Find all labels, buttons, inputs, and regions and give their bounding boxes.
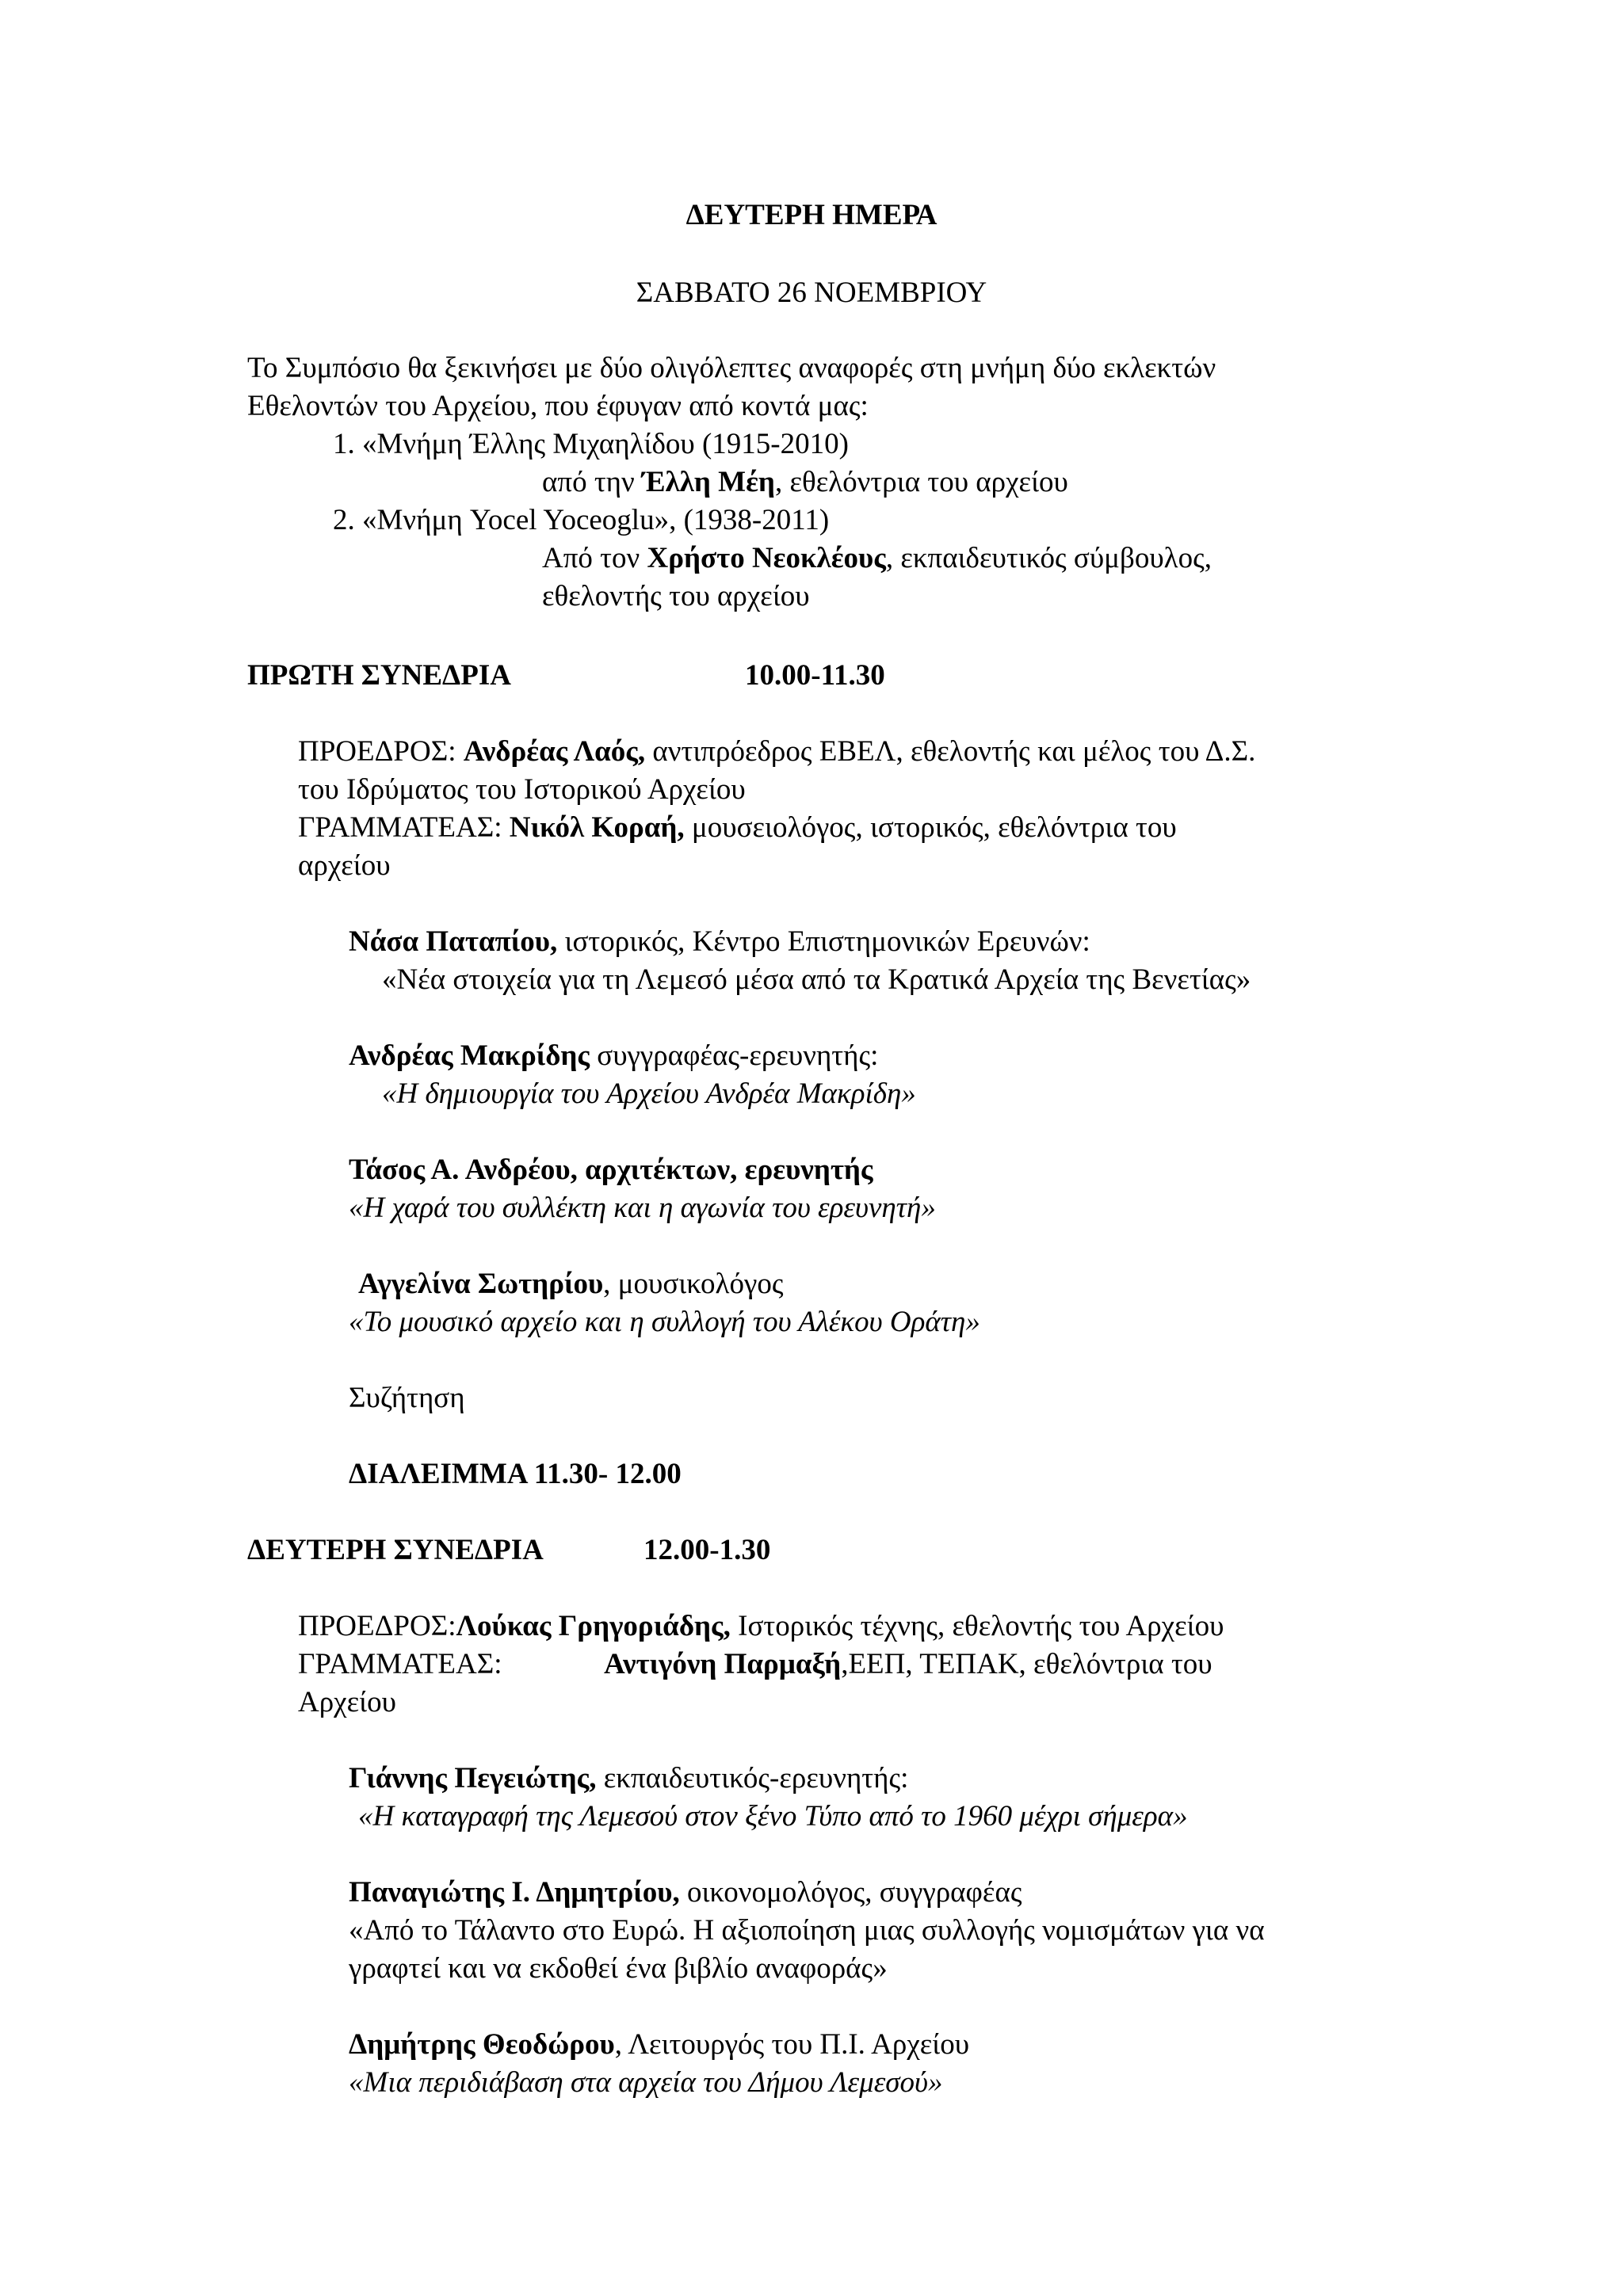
secretary-name: Νικόλ Κοραή,	[509, 811, 685, 844]
secretary-name: Αντιγόνη Παρμαξή	[604, 1648, 842, 1680]
talk-speaker	[349, 1151, 873, 1189]
chair-label: ΠΡΟΕΔΡΟΣ:	[298, 1610, 456, 1642]
chair-label: ΠΡΟΕΔΡΟΣ:	[298, 735, 464, 768]
memorial-item-2: 2. «Μνήμη Yocel Yoceoglu», (1938-2011)	[333, 504, 830, 536]
date-line: ΣΑΒΒΑΤΟ 26 ΝΟΕΜΒΡΙΟΥ	[636, 277, 987, 309]
speaker-name: Χρήστο Νεοκλέους	[647, 542, 886, 574]
chair-desc: Ιστορικός τέχνης, εθελοντής του Αρχείου	[730, 1610, 1224, 1642]
speaker-role: , εκπαιδευτικός σύμβουλος,	[885, 542, 1212, 574]
intro-line-2: Εθελοντών του Αρχείου, που έφυγαν από κοντά μας:	[247, 390, 869, 422]
secretary-label: ΓΡΑΜΜΑΤΕΑΣ:	[298, 811, 510, 844]
talk-title-line2: γραφτεί και να εκδοθεί ένα βιβλίο αναφοράς»	[349, 1952, 888, 1985]
talk-title: «Η δημιουργία του Αρχείου Ανδρέα Μακρίδη»	[382, 1077, 916, 1110]
session-2-chair	[298, 1608, 1224, 1646]
session-2-time: 12.00-1.30	[643, 1534, 771, 1566]
talk-speaker	[358, 1265, 784, 1303]
talk-speaker	[349, 923, 1090, 961]
talk-speaker-role: οικονομολόγος, συγγραφέας	[679, 1876, 1022, 1909]
speaker-name: Έλλη Μέη	[642, 466, 775, 498]
discussion-label: Συζήτηση	[349, 1382, 465, 1414]
secretary-desc: μουσειολόγος, ιστορικός, εθελόντρια του	[684, 811, 1177, 844]
session-1-time: 10.00-11.30	[745, 659, 885, 692]
chair-desc: αντιπρόεδρος ΕΒΕΛ, εθελοντής και μέλος του Δ.Σ.	[645, 735, 1256, 768]
speaker-prefix: από την	[542, 466, 643, 498]
session-2-secretary-line2: Αρχείου	[298, 1686, 396, 1718]
memorial-item-1: 1. «Μνήμη Έλλης Μιχαηλίδου (1915-2010)	[333, 428, 849, 460]
talk-speaker	[349, 1037, 878, 1075]
talk-speaker	[349, 1874, 1022, 1912]
talk-speaker-name: Αγγελίνα Σωτηρίου	[358, 1268, 604, 1300]
talk-speaker-name: Ανδρέας Μακρίδης	[349, 1039, 590, 1072]
memorial-item-2-speaker	[542, 540, 1212, 578]
talk-title: «Μια περιδιάβαση στα αρχεία του Δήμου Λεμεσού»	[349, 2066, 943, 2099]
talk-speaker-name: Νάσα Παταπίου,	[349, 925, 558, 958]
secretary-desc: ,ΕΕΠ, ΤΕΠΑΚ, εθελόντρια του	[841, 1648, 1212, 1680]
secretary-label: ΓΡΑΜΜΑΤΕΑΣ:	[298, 1648, 502, 1680]
talk-title: «Από το Τάλαντο στο Ευρώ. Η αξιοποίηση μιας συλλογής νομισμάτων για να	[349, 1914, 1265, 1947]
talk-speaker-name: Τάσος Α. Ανδρέου, αρχιτέκτων, ερευνητής	[349, 1154, 873, 1186]
talk-title: «Το μουσικό αρχείο και η συλλογή του Αλέκου Οράτη»	[349, 1306, 980, 1338]
talk-title: «Η χαρά του συλλέκτη και η αγωνία του ερευνητή»	[349, 1192, 936, 1224]
session-2-title: ΔΕΥΤΕΡΗ ΣΥΝΕΔΡΙΑ	[247, 1534, 544, 1566]
talk-speaker-role: ιστορικός, Κέντρο Επιστημονικών Ερευνών:	[557, 925, 1090, 958]
session-1-chair	[298, 733, 1255, 771]
talk-speaker-name: Παναγιώτης Ι. Δημητρίου,	[349, 1876, 680, 1909]
session-1-title: ΠΡΩΤΗ ΣΥΝΕΔΡΙΑ	[247, 659, 511, 692]
speaker-role: , εθελόντρια του αρχείου	[774, 466, 1068, 498]
talk-speaker-role: , Λειτουργός του Π.Ι. Αρχείου	[614, 2028, 970, 2061]
talk-title: «Η καταγραφή της Λεμεσού στον ξένο Τύπο από το 1960 μέχρι σήμερα»	[358, 1800, 1188, 1833]
talk-speaker-role: εκπαιδευτικός-ερευνητής:	[596, 1762, 909, 1794]
session-1-chair-line2: του Ιδρύματος του Ιστορικού Αρχείου	[298, 773, 746, 806]
talk-speaker-role: , μουσικολόγος	[603, 1268, 784, 1300]
day-title: ΔΕΥΤΕΡΗ ΗΜΕΡΑ	[685, 199, 938, 231]
memorial-item-1-speaker	[542, 463, 1068, 502]
session-1-secretary	[298, 809, 1177, 847]
chair-name: Λούκας Γρηγοριάδης,	[456, 1610, 731, 1642]
talk-speaker-role: συγγραφέας-ερευνητής:	[590, 1039, 879, 1072]
talk-title: «Νέα στοιχεία για τη Λεμεσό μέσα από τα Κρατικά Αρχεία της Βενετίας»	[382, 963, 1251, 996]
session-2-secretary	[298, 1646, 502, 1684]
talk-speaker	[349, 1760, 908, 1798]
session-1-secretary-line2: αρχείου	[298, 849, 391, 882]
session-2-secretary-name-line	[604, 1646, 1212, 1684]
talk-speaker	[349, 2026, 969, 2064]
talk-speaker-name: Δημήτρης Θεοδώρου	[349, 2028, 615, 2061]
chair-name: Ανδρέας Λαός,	[463, 735, 646, 768]
speaker-prefix: Από τον	[542, 542, 647, 574]
memorial-item-2-speaker-line2: εθελοντής του αρχείου	[542, 580, 810, 612]
break-label: ΔΙΑΛΕΙΜΜΑ 11.30- 12.00	[349, 1458, 682, 1490]
intro-line-1: Το Συμπόσιο θα ξεκινήσει με δύο ολιγόλεπτες αναφορές στη μνήμη δύο εκλεκτών	[247, 352, 1216, 384]
talk-speaker-name: Γιάννης Πεγειώτης,	[349, 1762, 597, 1794]
